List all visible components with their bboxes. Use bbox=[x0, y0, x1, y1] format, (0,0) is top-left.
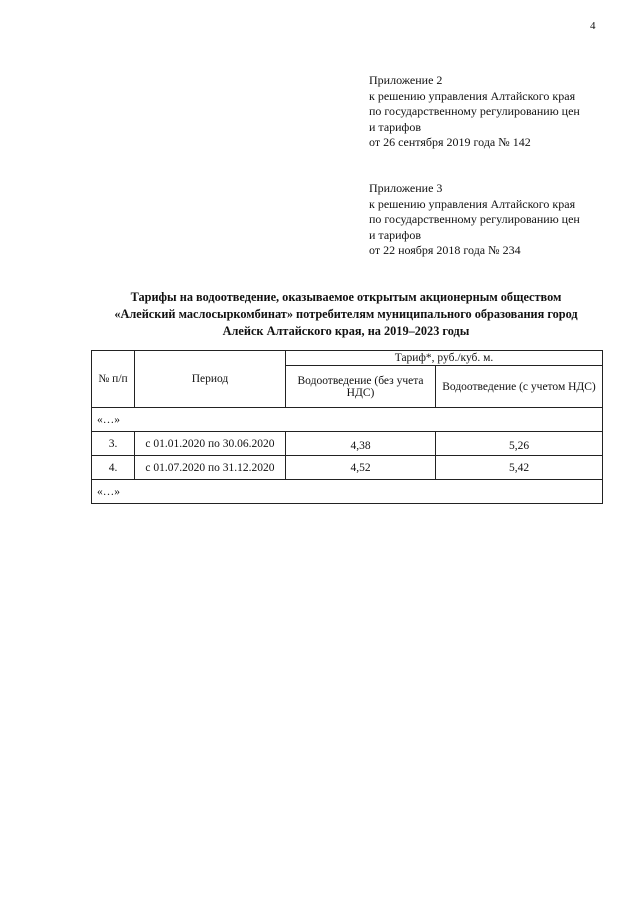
row-period-cell: с 01.07.2020 по 31.12.2020 bbox=[135, 456, 286, 480]
annex-line: к решению управления Алтайского края bbox=[369, 88, 576, 103]
column-header-period: Период bbox=[135, 351, 286, 408]
title-line: «Алейский маслосыркомбинат» потребителям муниципального образования город bbox=[114, 307, 578, 321]
annex-2-block bbox=[369, 73, 580, 151]
column-header-tariff-group: Тариф*, руб./куб. м. bbox=[286, 351, 603, 366]
table-row-ellipsis bbox=[92, 408, 603, 432]
ellipsis-cell: «…» bbox=[92, 408, 603, 432]
table-row-ellipsis bbox=[92, 480, 603, 504]
row-without-vat-cell: 4,38 bbox=[286, 432, 436, 456]
column-header-without-vat: Водоотведение (без учета НДС) bbox=[286, 366, 436, 408]
table-row bbox=[92, 432, 603, 456]
annex-title: Приложение 3 bbox=[369, 181, 443, 195]
annex-line: и тарифов bbox=[369, 227, 422, 242]
row-with-vat-cell: 5,42 bbox=[436, 456, 603, 480]
document-title bbox=[90, 289, 602, 340]
column-header-with-vat: Водоотведение (с учетом НДС) bbox=[436, 366, 603, 408]
annex-line: от 22 ноября 2018 года № 234 bbox=[369, 243, 521, 258]
column-header-number: № п/п bbox=[92, 351, 135, 408]
title-line: Алейск Алтайского края, на 2019–2023 годы bbox=[222, 324, 470, 338]
annex-line: по государственному регулированию цен bbox=[369, 212, 580, 227]
annex-3-block bbox=[369, 181, 580, 259]
annex-line: по государственному регулированию цен bbox=[369, 104, 580, 119]
annex-title: Приложение 2 bbox=[369, 73, 443, 87]
title-line: Тарифы на водоотведение, оказываемое открытым акционерным обществом bbox=[130, 290, 562, 304]
page-number: 4 bbox=[590, 20, 596, 32]
ellipsis-cell: «…» bbox=[92, 480, 603, 504]
annex-line: и тарифов bbox=[369, 119, 422, 134]
table-header-row bbox=[92, 351, 603, 366]
row-without-vat-cell: 4,52 bbox=[286, 456, 436, 480]
table-row bbox=[92, 456, 603, 480]
row-number-cell: 4. bbox=[92, 456, 135, 480]
row-period-cell: с 01.01.2020 по 30.06.2020 bbox=[135, 432, 286, 456]
row-with-vat-cell: 5,26 bbox=[436, 432, 603, 456]
annex-line: от 26 сентября 2019 года № 142 bbox=[369, 135, 531, 150]
row-number-cell: 3. bbox=[92, 432, 135, 456]
tariff-table bbox=[91, 350, 603, 504]
annex-line: к решению управления Алтайского края bbox=[369, 196, 576, 211]
